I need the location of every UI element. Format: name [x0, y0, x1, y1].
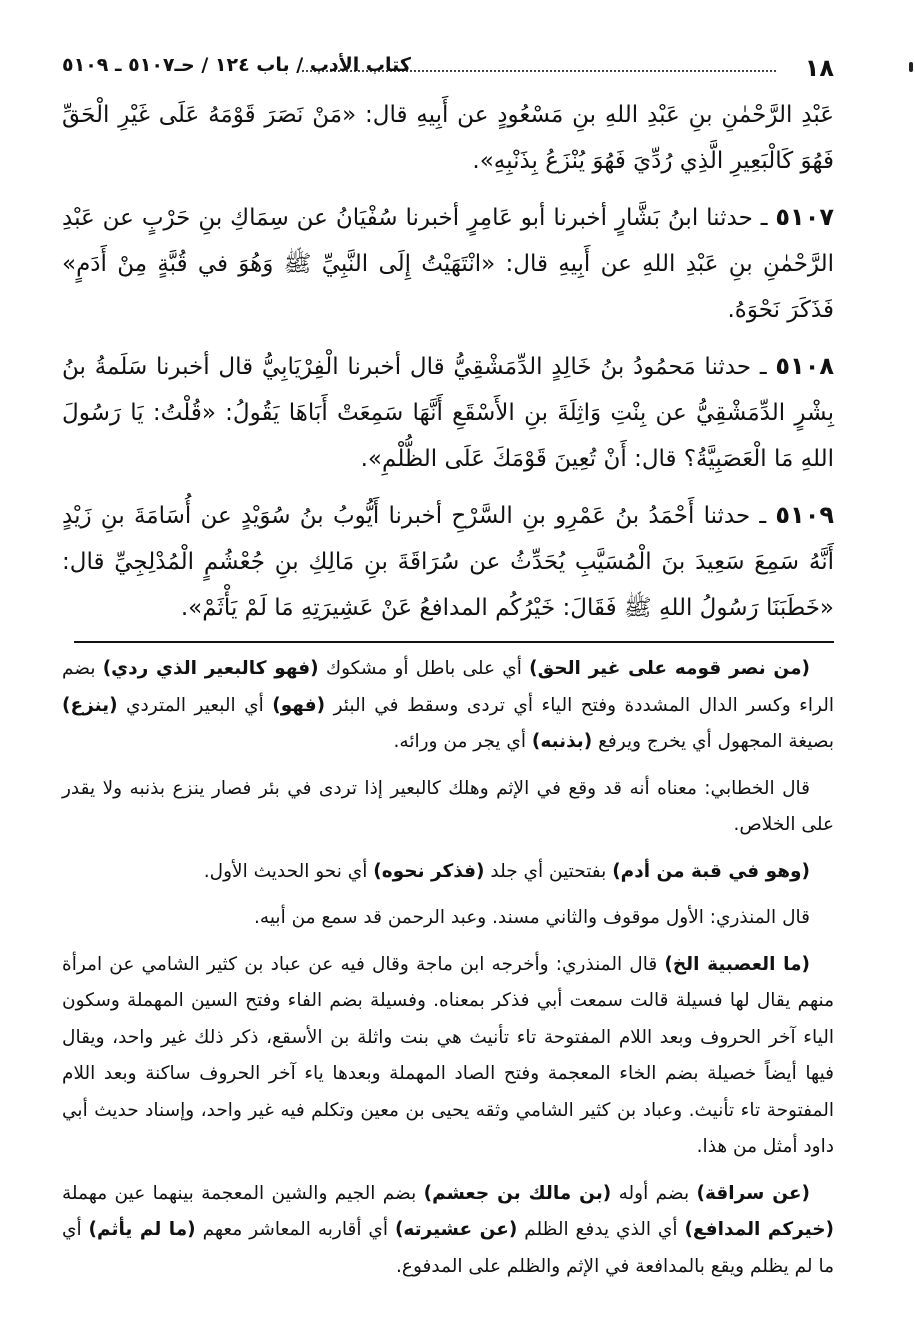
commentary-lemma: (عن سراقة) [696, 1182, 811, 1204]
hadith-continuation [62, 92, 834, 184]
commentary-text: أي على باطل أو مشكوك [318, 658, 530, 679]
hadith-text: ـ حدثنا ابنُ بَشَّارٍ أخبرنا أبو عَامِرٍ أخبرنا سُفْيَانُ عن سِمَاكِ بنِ حَرْبٍ عن عَبْدِ الرَّحْمٰنِ بنِ عَبْدِ اللهِ عن أَبِيهِ قال: «انْتَهَيْتُ إِلَى النَّبِيِّ ﷺ وَهُوَ في قُبَّةٍ مِنْ أَدَمٍ» فَذَكَرَ نَحْوَهُ. [62, 205, 834, 323]
hadith-5107 [62, 194, 834, 333]
commentary-lemma: (بن مالك بن جعشم) [423, 1182, 612, 1204]
commentary-text: بضم أوله [611, 1182, 697, 1204]
commentary-section [62, 651, 834, 1285]
commentary-text: بضم الراء وكسر الدال المشددة وفتح الياء أي تردى وسقط في البئر [62, 658, 835, 716]
commentary-text: أي يجر من ورائه. [393, 731, 532, 752]
commentary-lemma: (خيركم المدافع) [684, 1219, 834, 1240]
commentary-lemma: (ينزع) [62, 694, 118, 716]
hadith-number: ٥١٠٨ [775, 352, 834, 380]
hadith-text: عَبْدِ الرَّحْمٰنِ بنِ عَبْدِ اللهِ بنِ مَسْعُودٍ عن أَبِيهِ قال: «مَنْ نَصَرَ قَوْمَهُ عَلَى غَيْرِ الْحَقِّ فَهُوَ كَالْبَعِيرِ الَّذِي رُدِّيَ فَهُوَ يُنْزَعُ بِذَنْبِهِ». [62, 102, 834, 174]
page-header [62, 48, 834, 92]
commentary-text: بضم الجيم والشين المعجمة بينهما عين مهملة [62, 1182, 424, 1204]
commentary-text: أي ما لم يظلم ويقع بالمدافعة في الإثم والظلم على المدفوع. [62, 1219, 834, 1277]
book-page [62, 48, 834, 1295]
commentary-lemma: (فهو كالبعير الذي ردي) [102, 658, 319, 679]
commentary-text: بفتحتين أي جلد [484, 860, 613, 882]
commentary-text: بصيغة المجهول أي يخرج ويرفع [592, 731, 834, 752]
hadith-text: ـ حدثنا مَحمُودُ بنُ خَالِدٍ الدِّمَشْقِيُّ قال أخبرنا الْفِرْيَابِيُّ قال أخبرنا سَلَمةُ بنُ بِشْرٍ الدِّمَشْقِيُّ عن بِنْتِ وَاثِلَةَ بنِ الأَسْقَعِ أَنَّهَا سَمِعَتْ أَبَاهَا يَقُولُ: «قُلْتُ: يَا رَسُولَ اللهِ مَا الْعَصَبِيَّةُ؟ قال: أَنْ تُعِينَ قَوْمَكَ عَلَى الظُّلْمِ». [62, 354, 834, 472]
commentary-lemma: (بذنبه) [531, 731, 593, 752]
page-edge-mark [909, 62, 913, 72]
commentary-lemma: (فذكر نحوه) [373, 860, 485, 882]
commentary-text: أي أقاربه المعاشر معهم [195, 1219, 395, 1240]
commentary-text: أي الذي يدفع الظلم [517, 1219, 685, 1240]
hadith-5108 [62, 343, 834, 482]
hadith-text: ـ حدثنا أَحْمَدُ بنُ عَمْرِو بنِ السَّرْحِ أخبرنا أَيُّوبُ بنُ سُوَيْدٍ عن أُسَامَةَ بنِ زَيْدٍ أَنَّهُ سَمِعَ سَعِيدَ بنَ الْمُسَيَّبِ يُحَدِّثُ عن سُرَاقَةَ بنِ مَالِكِ بنِ جُعْشُمٍ الْمُدْلِجِيِّ قال: «خَطَبَنَا رَسُولُ اللهِ ﷺ فَقَالَ: خَيْرُكُم المدافعُ عَنْ عَشِيرَتِهِ مَا لَمْ يَأْثَمْ». [62, 503, 834, 621]
commentary-lemma: (وهو في قبة من أدم) [612, 860, 810, 882]
hadith-number: ٥١٠٧ [775, 203, 834, 231]
commentary-text: قال المنذري: وأخرجه ابن ماجة وقال فيه عن عباد بن كثير الشامي عن امرأة منهم يقال لها فسيلة قالت سمعت أبي فذكر بمعناه. وفسيلة بضم الفاء وفتح السين المهملة وسكون الياء آخر الحروف وبعد اللام المفتوحة تاء تأنيث هي بنت واثلة بن الأسقع، ذكر ذلك غير واحد، ويقال فيها أيضاً خصيلة بضم الخاء المعجمة وفتح الصاد المهملة وبعدها ياء آخر الحروف ساكنة وبعد اللام المفتوحة تاء تأنيث. وعباد بن كثير الشامي وثقه يحيى بن معين وتكلم فيه غير واحد، وإسناد حديث أبي داود أمثل من هذا. [62, 953, 834, 1157]
page-number: ١٨ [804, 54, 834, 82]
commentary-paragraph [62, 1176, 834, 1286]
commentary-paragraph [62, 947, 834, 1166]
commentary-lemma: (من نصر قومه على غير الحق) [529, 658, 810, 679]
commentary-paragraph [62, 651, 834, 761]
commentary-text: قال المنذري: الأول موقوف والثاني مسند. وعبد الرحمن قد سمع من أبيه. [254, 907, 810, 928]
commentary-text: قال الخطابي: معناه أنه قد وقع في الإثم وهلك كالبعير إذا تردى في بئر فصار ينزع بذنبه ولا يقدر على الخلاص. [62, 777, 834, 835]
commentary-lemma: (ما لم يأثم) [88, 1219, 196, 1240]
commentary-paragraph [62, 854, 834, 891]
hadith-section [62, 92, 834, 631]
commentary-lemma: (عن عشيرته) [394, 1219, 518, 1240]
commentary-paragraph [62, 900, 834, 937]
commentary-divider [74, 641, 834, 643]
commentary-lemma: (ما العصبية الخ) [664, 953, 810, 975]
hadith-5109 [62, 492, 834, 631]
running-title: كتاب الأدب / باب ١٢٤ / حـ٥١٠٧ ـ ٥١٠٩ [62, 54, 411, 76]
commentary-text: أي نحو الحديث الأول. [203, 860, 374, 882]
commentary-text: أي البعير المتردي [117, 694, 273, 716]
hadith-number: ٥١٠٩ [775, 501, 834, 529]
commentary-lemma: (فهو) [272, 694, 326, 716]
commentary-paragraph [62, 771, 834, 844]
